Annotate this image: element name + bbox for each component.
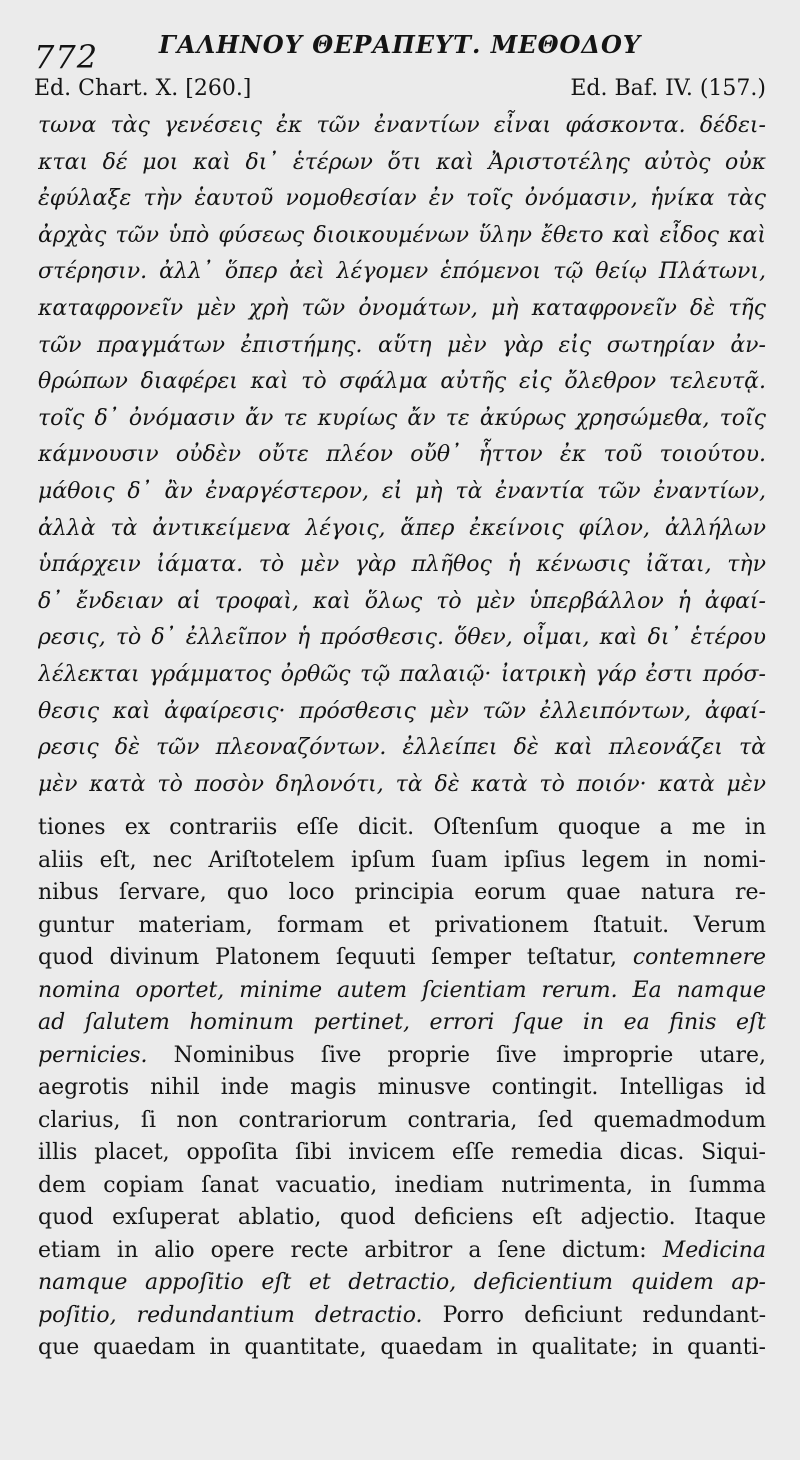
latin-text-line xyxy=(38,1332,766,1365)
greek-text-line: τωνα τὰς γενέσεις ἐκ τῶν ἐναντίων εἶναι φάσκοντα. δέδει- xyxy=(38,113,766,138)
greek-text-line: ἀρχὰς τῶν ὑπὸ φύσεως διοικουμένων ὕλην ἔθετο καὶ εἶδος καὶ xyxy=(38,222,766,248)
latin-text-line xyxy=(38,812,766,845)
edition-reference-chartier: Ed. Chart. X. [260.] xyxy=(34,76,252,101)
latin-italic-run: pernicies. xyxy=(38,1042,148,1068)
latin-text-run: etiam in alio opere recte arbitror a ſene dictum: xyxy=(38,1237,663,1263)
latin-text-line xyxy=(38,1235,766,1268)
page-header xyxy=(34,28,766,76)
greek-text-line: θεσις καὶ ἀφαίρεσις· πρόσθεσις μὲν τῶν ἐλλειπόντων, ἀφαί- xyxy=(38,698,766,724)
latin-text-line xyxy=(38,975,766,1008)
greek-text-line: στέρησιν. ἀλλ᾽ ὅπερ ἀεὶ λέγομεν ἑπόμενοι τῷ θείῳ Πλάτωνι, xyxy=(38,259,766,285)
latin-text-line xyxy=(38,1105,766,1138)
greek-text-line: μάθοις δ᾽ ἂν ἐναργέστερον, εἰ μὴ τὰ ἐναντία τῶν ἐναντίων, xyxy=(38,478,766,504)
latin-text-line xyxy=(38,1137,766,1170)
latin-text-line xyxy=(38,910,766,943)
latin-text-block xyxy=(38,812,766,1365)
latin-italic-run: namque appoſitio eſt et detractio, deficientium quidem ap- xyxy=(38,1270,766,1295)
latin-italic-run: ad ſalutem hominum pertinet, errori ſque in ea finis eſt xyxy=(38,1010,766,1035)
latin-text-run: tiones ex contrariis eſſe dicit. Oſtenſum quoque a me in xyxy=(38,815,766,840)
greek-text-line: θρώπων διαφέρει καὶ τὸ σφάλμα αὐτῆς εἰς ὄλεθρον τελευτᾷ. xyxy=(38,369,766,395)
greek-text-line: δ᾽ ἔνδειαν αἱ τροφαὶ, καὶ ὅλως τὸ μὲν ὑπερβάλλον ἡ ἀφαί- xyxy=(38,588,766,614)
latin-italic-run: nomina oportet, minime autem ſcientiam rerum. Ea namque xyxy=(38,977,766,1003)
latin-text-line xyxy=(38,877,766,910)
latin-text-line xyxy=(38,1040,766,1073)
greek-text-line: κάμνουσιν οὐδὲν οὔτε πλέον οὔθ᾽ ἧττον ἐκ τοῦ τοιούτου. xyxy=(38,442,766,468)
latin-text-run: nibus ſervare, quo loco principia eorum quae natura re- xyxy=(38,880,766,905)
latin-text-line xyxy=(38,845,766,878)
latin-italic-run: Medicina xyxy=(662,1237,766,1263)
latin-text-line xyxy=(38,1007,766,1040)
greek-text-line: ρεσις δὲ τῶν πλεοναζόντων. ἐλλείπει δὲ καὶ πλεονάζει τὰ xyxy=(38,735,766,761)
latin-text-run: quod exſuperat ablatio, quod deficiens eſt adjectio. Itaque xyxy=(38,1205,766,1230)
latin-text-line xyxy=(38,1300,766,1333)
latin-text-line xyxy=(38,942,766,975)
page-number: 772 xyxy=(34,38,99,76)
latin-text-run: dem copiam ſanat vacuatio, inediam nutrimenta, in ſumma xyxy=(38,1172,766,1198)
greek-text-line: τοῖς δ᾽ ὀνόμασιν ἄν τε κυρίως ἄν τε ἀκύρως χρησώμεθα, τοῖς xyxy=(38,405,766,431)
edition-reference-basel: Ed. Baf. IV. (157.) xyxy=(570,76,766,101)
latin-text-line xyxy=(38,1072,766,1105)
latin-text-run: que quaedam in quantitate, quaedam in qualitate; in quanti- xyxy=(38,1335,766,1360)
greek-text-line: καταφρονεῖν μὲν χρὴ τῶν ὀνομάτων, μὴ καταφρονεῖν δὲ τῆς xyxy=(38,295,766,321)
edition-references xyxy=(34,76,766,106)
greek-text-line: τῶν πραγμάτων ἐπιστήμης. αὕτη μὲν γὰρ εἰς σωτηρίαν ἀν- xyxy=(38,332,766,358)
latin-text-run: illis placet, oppoſita ſibi invicem eſſe remedia dicas. Siqui- xyxy=(38,1140,766,1165)
greek-text-line: ὑπάρχειν ἰάματα. τὸ μὲν γὰρ πλῆθος ἡ κένωσις ἰᾶται, τὴν xyxy=(38,552,766,578)
latin-text-run: aliis eſt, nec Ariſtotelem ipſum ſuam ipſius legem in nomi- xyxy=(38,847,766,873)
greek-text-line: κται δέ μοι καὶ δι᾽ ἑτέρων ὅτι καὶ Ἀριστοτέλης αὐτὸς οὐκ xyxy=(38,149,766,175)
running-title: ΓΑΛΗΝΟΥ ΘΕΡΑΠΕΥΤ. ΜΕΘΟΔΟΥ xyxy=(158,30,642,59)
latin-text-line xyxy=(38,1202,766,1235)
greek-text-block xyxy=(38,108,766,803)
latin-text-run: clarius, ſi non contrariorum contraria, ſed quemadmodum xyxy=(38,1107,766,1133)
latin-text-line xyxy=(38,1170,766,1203)
greek-text-line: μὲν κατὰ τὸ ποσὸν δηλονότι, τὰ δὲ κατὰ τὸ ποιόν· κατὰ μὲν xyxy=(38,771,766,797)
latin-text-line xyxy=(38,1267,766,1300)
greek-text-line: ἐφύλαξε τὴν ἑαυτοῦ νομοθεσίαν ἐν τοῖς ὀνόμασιν, ἡνίκα τὰς xyxy=(38,186,766,212)
latin-text-run: guntur materiam, formam et privationem ſtatuit. Verum xyxy=(38,912,766,938)
latin-text-run: Porro deficiunt redundant- xyxy=(422,1302,766,1328)
latin-italic-run: contemnere xyxy=(632,945,766,970)
latin-text-run: aegrotis nihil inde magis minusve contingit. Intelligas id xyxy=(38,1075,766,1100)
latin-text-run: quod divinum Platonem ſequuti ſemper teſtatur, xyxy=(38,945,633,970)
latin-text-run: Nominibus ſive proprie ſive improprie utare, xyxy=(147,1042,766,1068)
greek-text-line: λέλεκται γράμματος ὀρθῶς τῷ παλαιῷ· ἰατρικὴ γάρ ἐστι πρόσ- xyxy=(38,661,766,687)
latin-italic-run: poſitio, redundantium detractio. xyxy=(38,1302,423,1328)
greek-text-line: ρεσις, τὸ δ᾽ ἐλλεῖπον ἡ πρόσθεσις. ὅθεν, οἶμαι, καὶ δι᾽ ἑτέρου xyxy=(38,625,766,651)
greek-text-line: ἀλλὰ τὰ ἀντικείμενα λέγοις, ἅπερ ἐκείνοις φίλον, ἀλλήλων xyxy=(38,515,766,541)
